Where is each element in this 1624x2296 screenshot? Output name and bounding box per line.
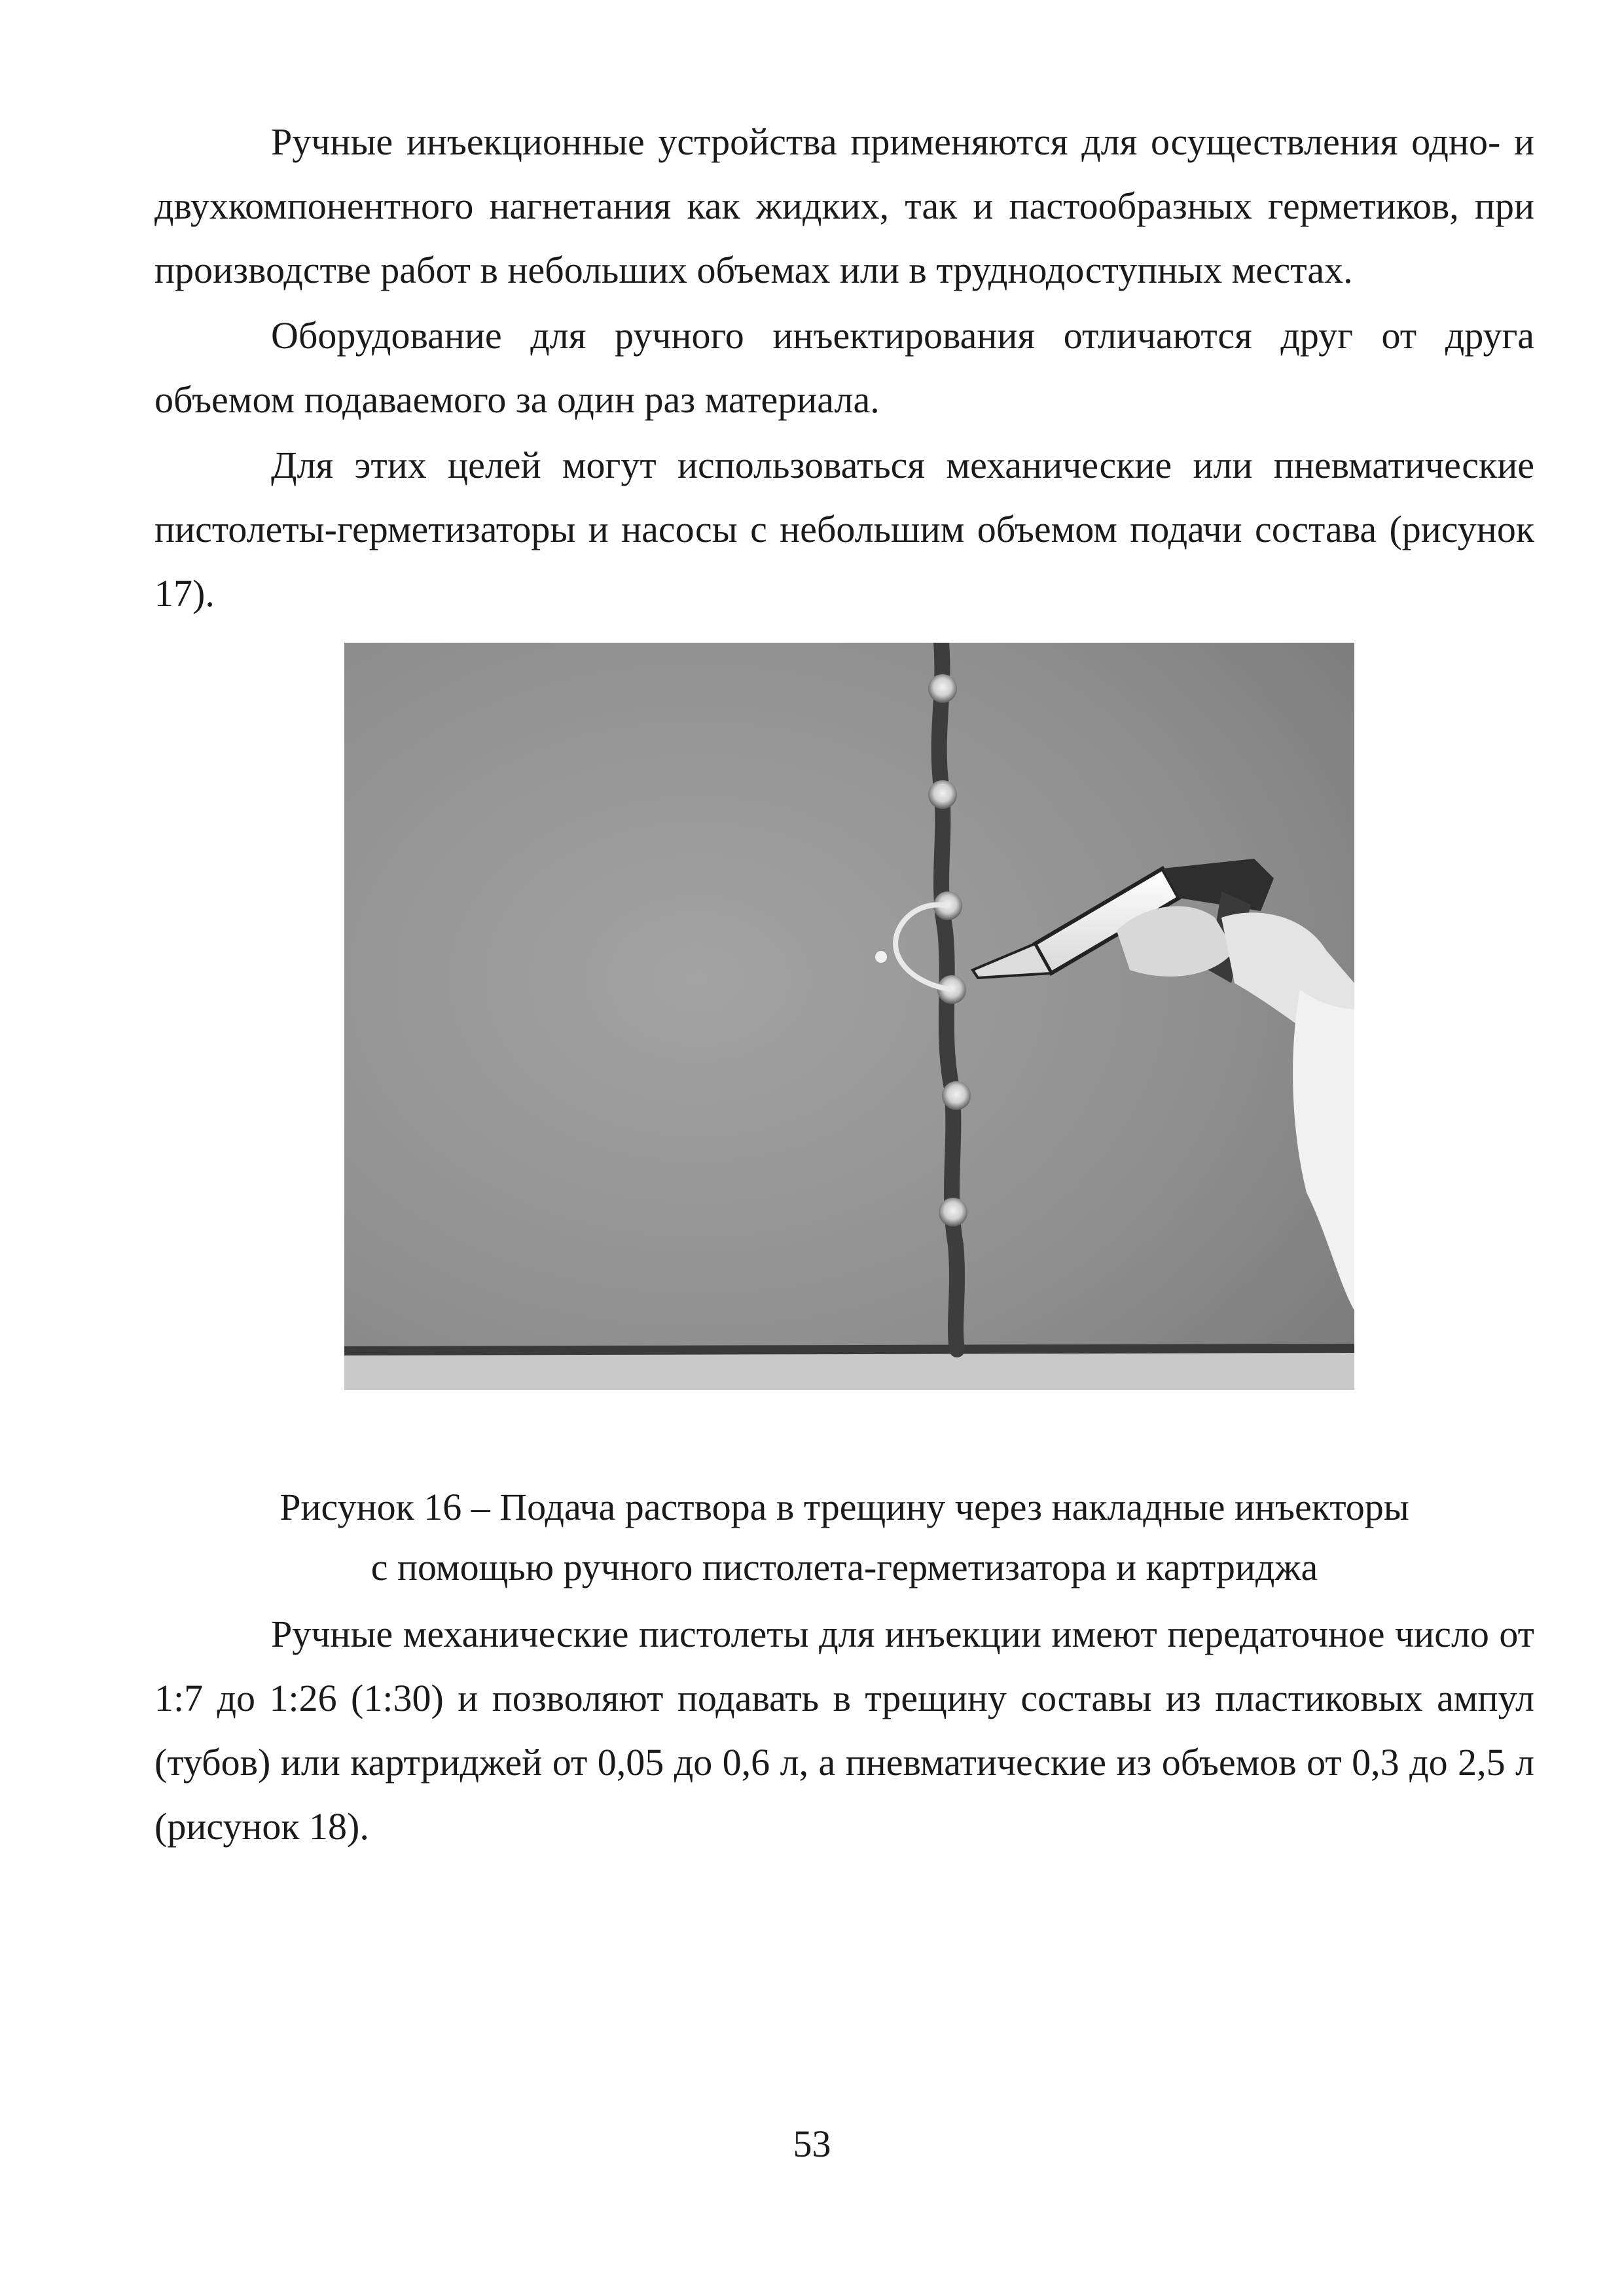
photo-illustration <box>344 643 1354 1390</box>
horizontal-joint <box>344 1348 1354 1351</box>
injector-port <box>928 780 957 809</box>
paragraph-equipment: Оборудование для ручного инъектирования отличаются друг от друга объемом подаваемого за один раз материала. <box>154 314 1534 421</box>
floor-strip <box>344 1353 1354 1390</box>
figure-caption-line-2: с помощью ручного пистолета-герметизатора и картриджа <box>370 1546 1318 1588</box>
page-number: 53 <box>793 2123 831 2165</box>
injector-port <box>939 1198 967 1227</box>
injector-port <box>928 674 957 703</box>
figure-crack-injection-photo <box>344 643 1354 1390</box>
hose-tip <box>875 951 887 963</box>
paragraph-intro: Ручные инъекционные устройства применяются для осуществления одно- и двухкомпонентного нагнетания как жидких, так и пастообразных герметиков, при производстве работ в небольших объемах или в труднодоступных местах. <box>154 120 1534 291</box>
concrete-wall <box>344 643 1354 1390</box>
paragraph-mechanical-guns: Ручные механические пистолеты для инъекции имеют передаточное число от 1:7 до 1:26 (1:30) и позволяют подавать в трещину составы из пластиковых ампул (тубов) или картриджей от 0,05 до 0,6 л, а пневматические из объемов от 0,3 до 2,5 л (рисунок 18). <box>154 1613 1534 1848</box>
injector-port <box>942 1081 971 1110</box>
paragraph-tools: Для этих целей могут использоваться механические или пневматические пистолеты-герметизаторы и насосы с небольшим объемом подачи состава (рисунок 17). <box>154 444 1534 615</box>
figure-caption-line-1: Рисунок 16 – Подача раствора в трещину через накладные инъекторы <box>280 1486 1409 1528</box>
